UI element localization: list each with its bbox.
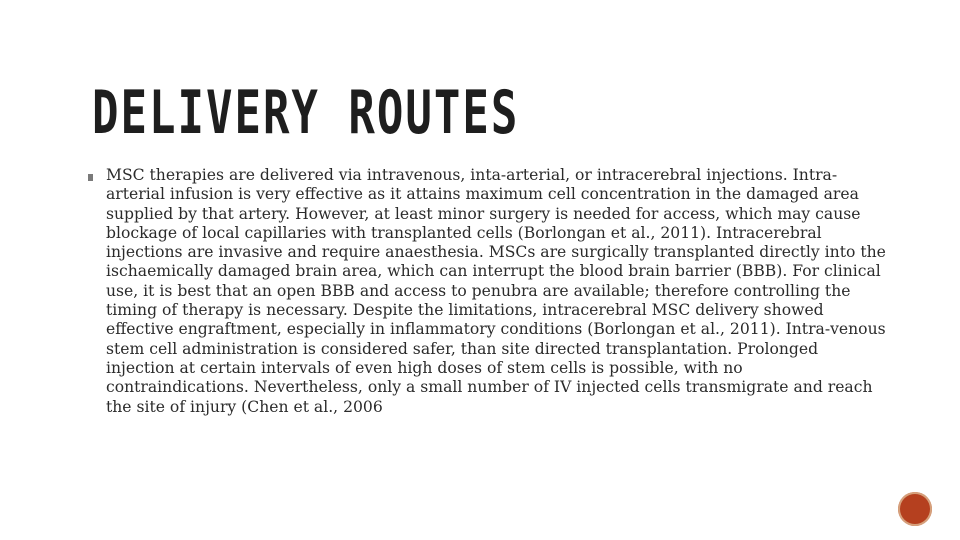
slide-body	[88, 166, 888, 417]
bullet-square-icon	[88, 174, 93, 181]
bullet-item	[88, 166, 888, 417]
page-number-badge	[898, 492, 932, 526]
bullet-text: MSC therapies are delivered via intravenous, inta-arterial, or intracerebral injections. Intra-arterial infusion is very effective as it attains maximum cell concentration in the damaged area supplied by that artery. However, at least minor surgery is needed for access, which may cause blockage of local capillaries with transplanted cells (Borlongan et al., 2011). Intracerebral injections are invasive and require anaesthesia. MSCs are surgically transplanted directly into the ischaemically damaged brain area, which can interrupt the blood brain barrier (BBB). For clinical use, it is best that an open BBB and access to penubra are available; therefore controlling the timing of therapy is necessary. Despite the limitations, intracerebral MSC delivery showed effective engraftment, especially in inflammatory conditions (Borlongan et al., 2011). Intra-venous stem cell administration is considered safer, than site directed transplantation. Prolonged injection at certain intervals of even high doses of stem cells is possible, with no contraindications. Nevertheless, only a small number of IV injected cells transmigrate and reach the site of injury (Chen et al., 2006	[106, 166, 886, 416]
slide-title: DELIVERY ROUTES	[92, 78, 520, 148]
